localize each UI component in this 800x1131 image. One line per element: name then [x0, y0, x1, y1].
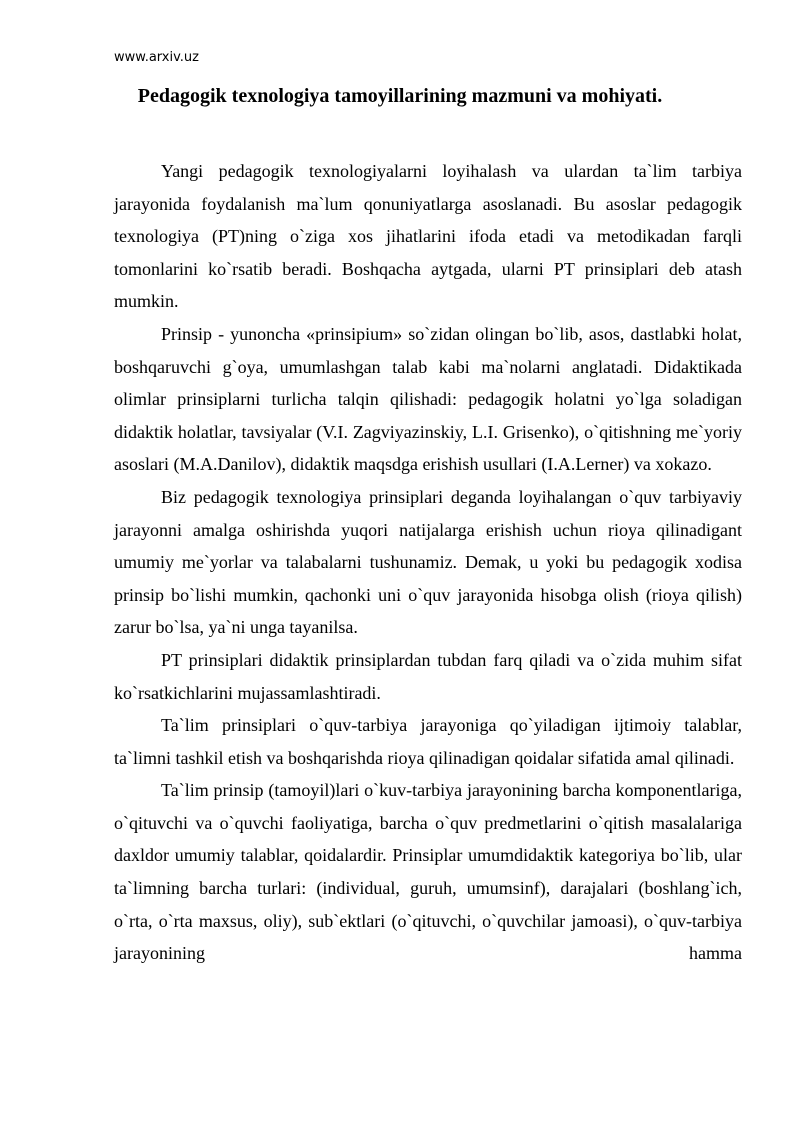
paragraph: PT prinsiplari didaktik prinsiplardan tubdan farq qiladi va o`zida muhim sifat ko`rsatkichlarini mujassamlashtiradi.: [114, 649, 742, 703]
paragraph: Ta`lim prinsip (tamoyil)lari o`kuv-tarbiya jarayonining barcha komponentlariga, o`qituvchi va o`quvchi faoliyatiga, barcha o`quv predmetlarini o`qitish masalalariga daxldor umumiy talablar, qoidalardir. Prinsiplar umumdidaktik kategoriya bo`lib, ular ta`limning barcha turlari: (individual, guruh, umumsinf), darajalari (boshlang`ich, o`rta, o`rta maxsus, oliy), sub`ektlari (o`qituvchi, o`quvchilar jamoasi), o`quv-tarbiya jarayonining hamma: [114, 780, 742, 964]
page-title: Pedagogik texnologiya tamoyillarining mazmuni va mohiyati.: [137, 85, 663, 107]
paragraph: Prinsip - yunoncha «prinsipium» so`zidan olingan bo`lib, asos, dastlabki holat, boshqaruvchi g`oya, umumlashgan talab kabi ma`nolarni anglatadi. Didaktikada olimlar prinsiplarni turlicha talqin qilishadi: pedagogik holatni yo`lga soladigan didaktik holatlar, tavsiyalar (V.I. Zagviyazinskiy, L.I. Grisenko), o`qitishning me`yoriy asoslari (M.A.Danilov), didaktik maqsdga erishish usullari (I.A.Lerner) va xokazo.: [114, 323, 742, 475]
paragraph: Ta`lim prinsiplari o`quv-tarbiya jarayoniga qo`yiladigan ijtimoiy talablar, ta`limni tashkil etish va boshqarishda rioya qilinadigan qoidalar sifatida amal qilinadi.: [114, 715, 742, 768]
paragraph: Yangi pedagogik texnologiyalarni loyihalash va ulardan ta`lim tarbiya jarayonida foydalanish ma`lum qonuniyatlarga asoslanadi. Bu asoslar pedagogik texnologiya (PT)ning o`ziga xos jihatlarini ifoda etadi va metodikadan farqli tomonlarini ko`rsatib beradi. Boshqacha aytgada, ularni PT prinsiplari deb atash mumkin.: [114, 161, 742, 312]
document-body: [114, 155, 742, 970]
paragraph: Biz pedagogik texnologiya prinsiplari deganda loyihalangan o`quv tarbiyaviy jarayonni amalga oshirishda yuqori natijalarga erishish uchun rioya qilinadigant umumiy me`yorlar va talabalarni tushunamiz. Demak, u yoki bu pedagogik xodisa prinsip bo`lishi mumkin, qachonki uni o`quv jarayonida hisobga olish (rioya qilish) zarur bo`lsa, ya`ni unga tayanilsa.: [114, 486, 742, 638]
site-url[interactable]: www.arxiv.uz: [114, 50, 199, 65]
